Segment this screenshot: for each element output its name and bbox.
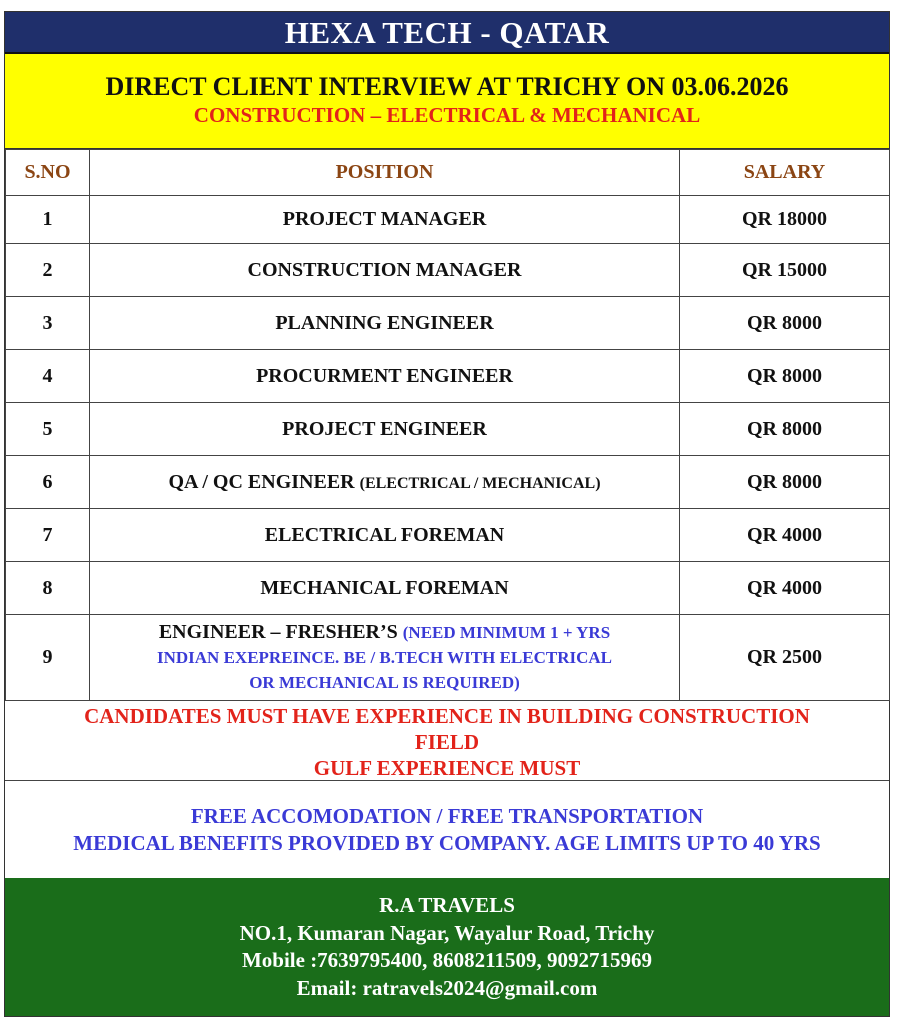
table-row	[6, 350, 890, 403]
row-sno: 8	[6, 562, 90, 615]
row-salary: QR 2500	[680, 615, 890, 701]
row-sno: 2	[6, 244, 90, 297]
benefit-line: FREE ACCOMODATION / FREE TRANSPORTATION	[190, 804, 704, 828]
row-salary: QR 8000	[680, 350, 890, 403]
row-sno: 6	[6, 456, 90, 509]
row-sno: 4	[6, 350, 90, 403]
row-position: PLANNING ENGINEER	[90, 297, 680, 350]
row-position: PROCURMENT ENGINEER	[90, 350, 680, 403]
row-salary: QR 8000	[680, 456, 890, 509]
job-poster	[4, 11, 890, 1017]
agency-name: R.A TRAVELS	[379, 893, 515, 917]
row-position: PROJECT ENGINEER	[90, 403, 680, 456]
row-position-note: (ELECTRICAL / MECHANICAL)	[359, 474, 601, 492]
row-position-note-line3: OR MECHANICAL IS REQUIRED)	[249, 673, 520, 692]
row-salary: QR 4000	[680, 509, 890, 562]
benefits-notice	[5, 781, 889, 880]
column-header-salary: SALARY	[680, 150, 890, 196]
requirement-line: CANDIDATES MUST HAVE EXPERIENCE IN BUILDING CONSTRUCTION	[84, 704, 810, 728]
row-position: ELECTRICAL FOREMAN	[90, 509, 680, 562]
row-sno: 9	[6, 615, 90, 701]
row-salary: QR 4000	[680, 562, 890, 615]
row-position	[90, 615, 680, 701]
row-sno: 1	[6, 196, 90, 244]
agency-address: NO.1, Kumaran Nagar, Wayalur Road, Trichy	[239, 920, 655, 945]
row-sno: 7	[6, 509, 90, 562]
agency-email: Email: ratravels2024@gmail.com	[296, 975, 598, 1000]
interview-banner	[5, 54, 889, 149]
poster-title: HEXA TECH - QATAR	[5, 12, 889, 54]
table-row	[6, 297, 890, 350]
row-sno: 5	[6, 403, 90, 456]
row-position: PROJECT MANAGER	[90, 196, 680, 244]
row-position-title: QA / QC ENGINEER	[168, 470, 355, 493]
table-header-row	[6, 150, 890, 196]
column-header-sno: S.NO	[6, 150, 90, 196]
positions-table	[5, 149, 890, 701]
table-row	[6, 244, 890, 297]
row-salary: QR 8000	[680, 297, 890, 350]
row-salary: QR 8000	[680, 403, 890, 456]
table-row	[6, 615, 890, 701]
agency-mobile: Mobile :7639795400, 8608211509, 9092715969	[241, 948, 653, 972]
table-row	[6, 196, 890, 244]
table-row	[6, 456, 890, 509]
row-sno: 3	[6, 297, 90, 350]
requirement-line: FIELD	[414, 730, 480, 754]
sector-line: CONSTRUCTION – ELECTRICAL & MECHANICAL	[193, 103, 701, 127]
requirements-notice	[5, 701, 889, 781]
row-position: CONSTRUCTION MANAGER	[90, 244, 680, 297]
row-position-note-line2: INDIAN EXEPREINCE. BE / B.TECH WITH ELECTRICAL	[156, 648, 612, 667]
row-position-note: (NEED MINIMUM 1 + YRS	[402, 623, 611, 642]
benefit-line: MEDICAL BENEFITS PROVIDED BY COMPANY. AGE LIMITS UP TO 40 YRS	[73, 831, 821, 855]
row-position-title: ENGINEER – FRESHER’S	[158, 621, 398, 643]
requirement-line: GULF EXPERIENCE MUST	[313, 756, 581, 780]
table-row	[6, 509, 890, 562]
row-salary: QR 18000	[680, 196, 890, 244]
row-position: MECHANICAL FOREMAN	[90, 562, 680, 615]
table-row	[6, 403, 890, 456]
interview-date-line: DIRECT CLIENT INTERVIEW AT TRICHY ON 03.06.2026	[105, 72, 789, 101]
table-row	[6, 562, 890, 615]
row-salary: QR 15000	[680, 244, 890, 297]
contact-footer	[5, 878, 889, 1016]
row-position	[90, 456, 680, 509]
column-header-position: POSITION	[90, 150, 680, 196]
